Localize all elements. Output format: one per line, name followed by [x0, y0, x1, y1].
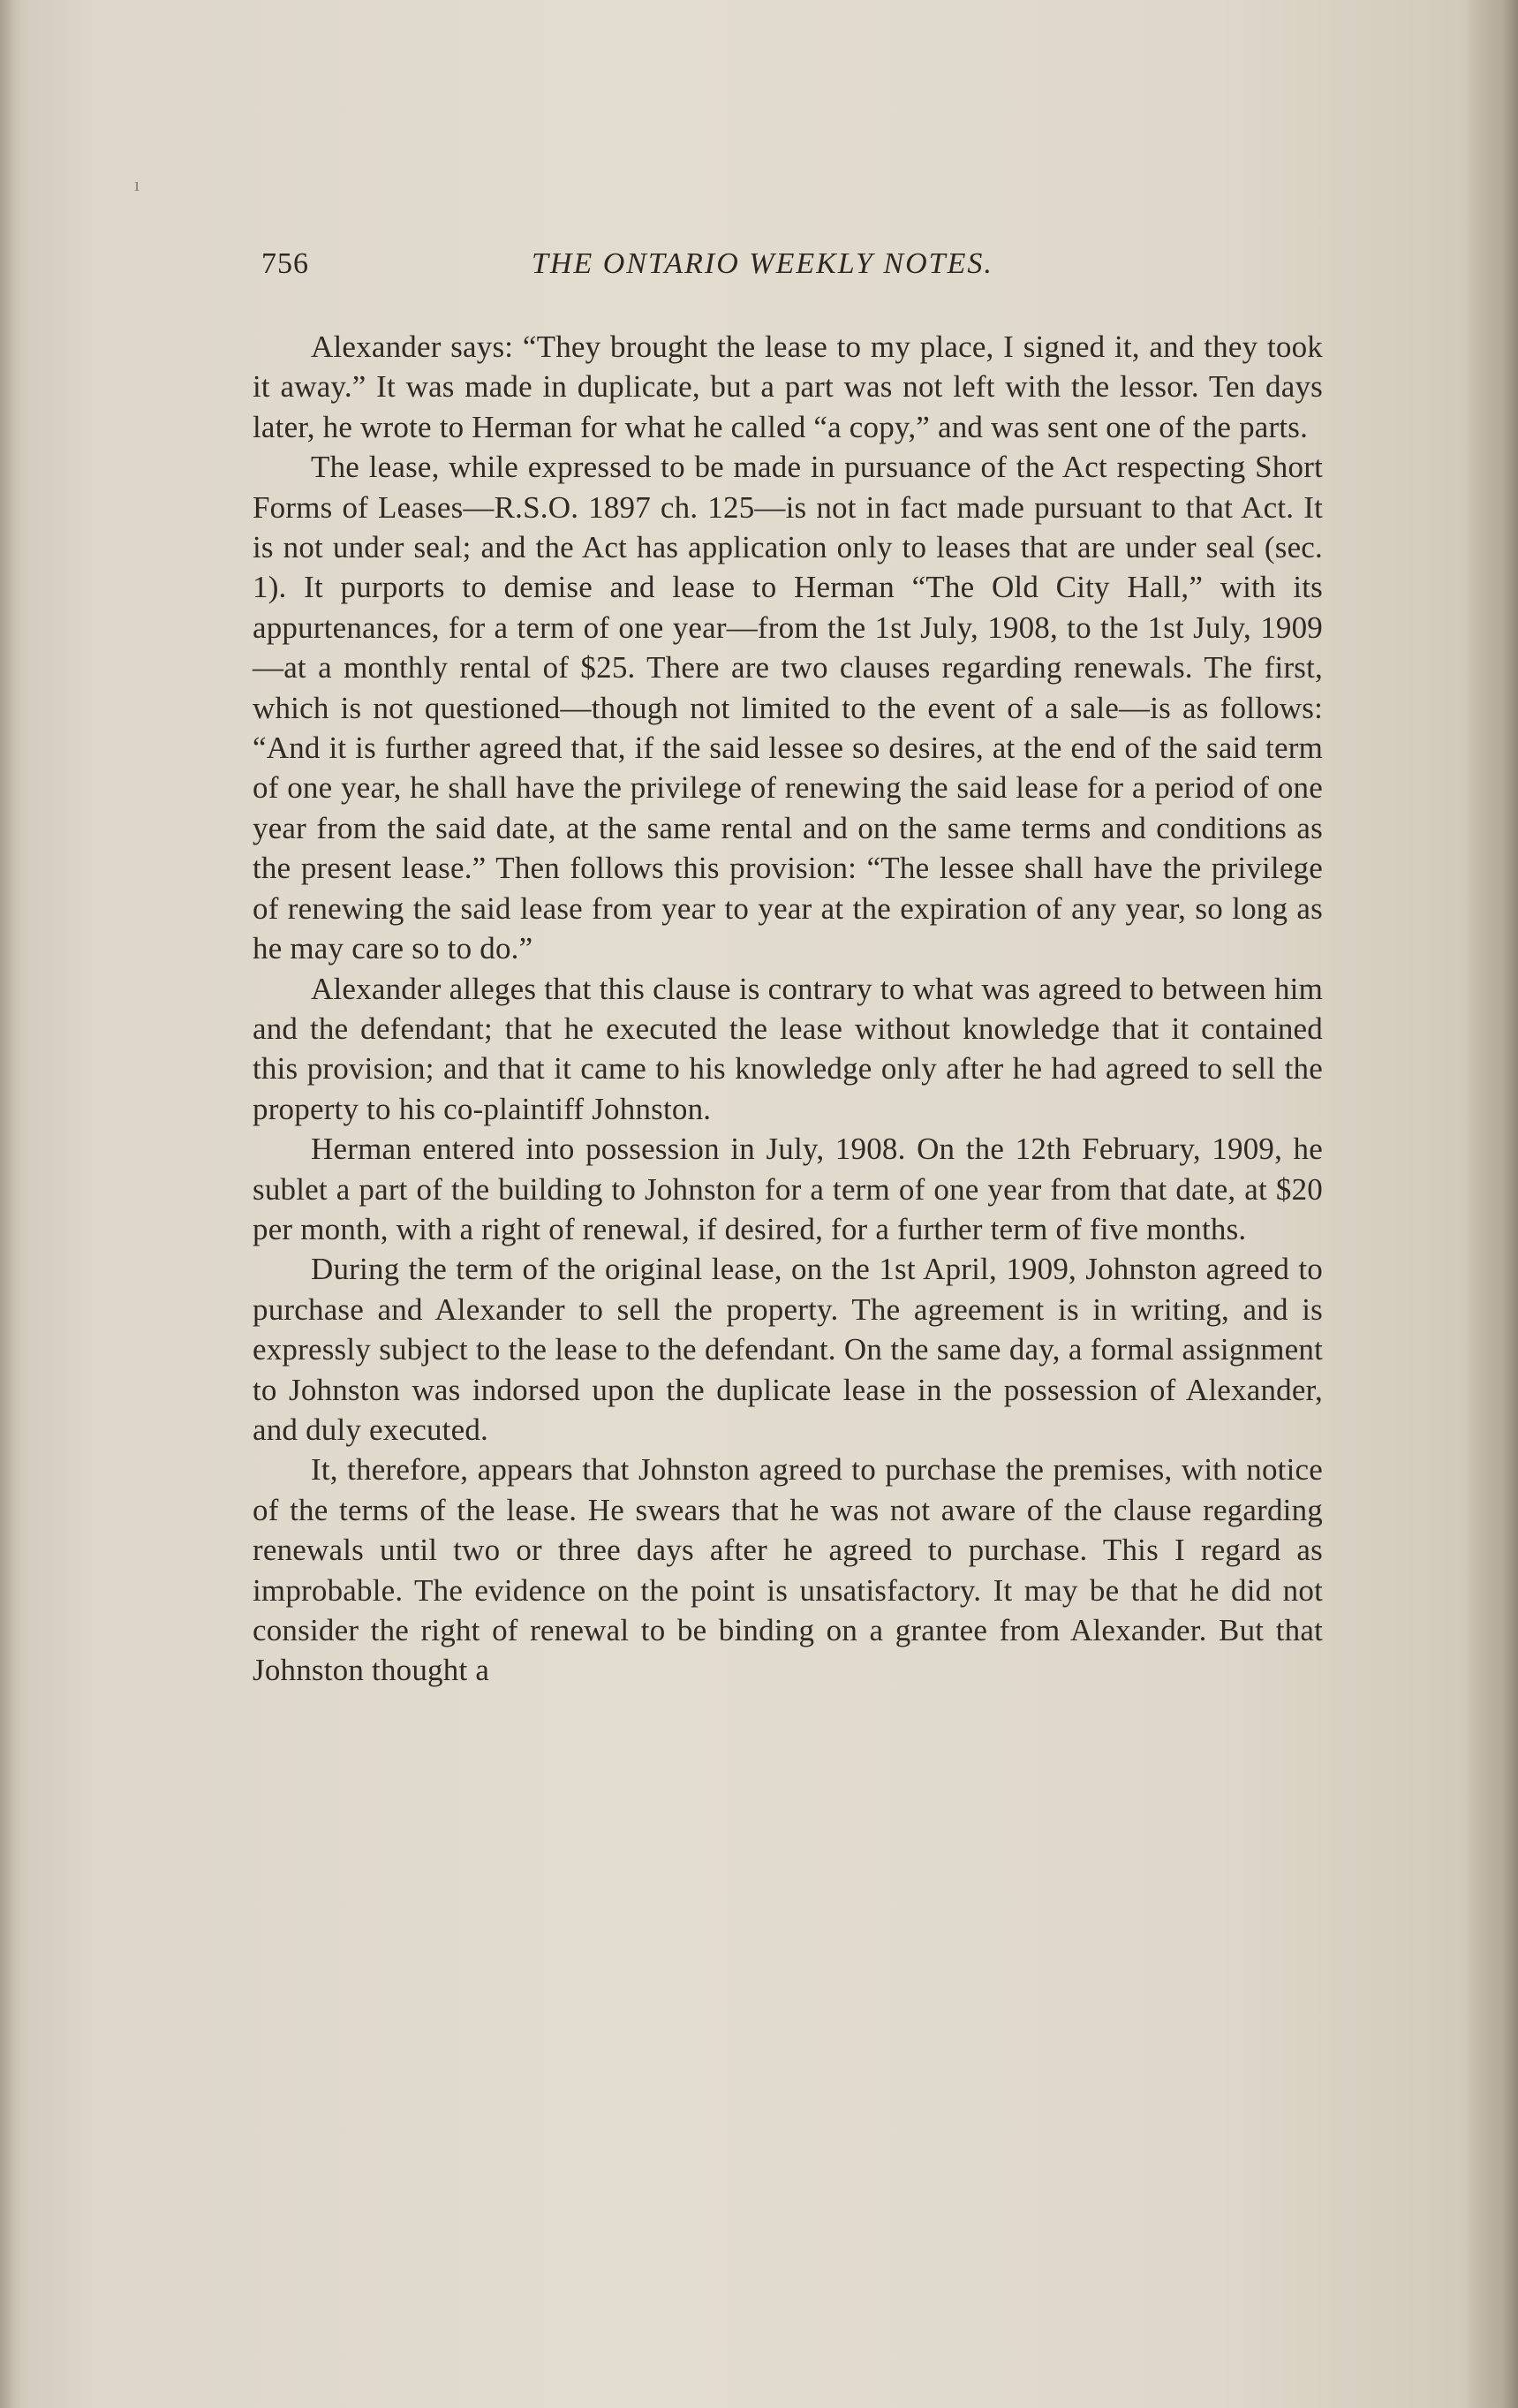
paragraph: The lease, while expressed to be made in pursuance of the Act respecting Short Forms of Leases—R.S.O. 1897 ch. 125—is not in fact made pursuant to that Act. It is not under seal; and the Act has application only to leases that are under seal (sec. 1). It purports to demise and lease to Herman “The Old City Hall,” with its appurtenances, for a term of one year—from the 1st July, 1908, to the 1st July, 1909—at a monthly rental of $25. There are two clauses regarding renewals. The first, which is not questioned—though not limited to the event of a sale—is as follows: “And it is further agreed that, if the said lessee so desires, at the end of the said term of one year, he shall have the privilege of renewing the said lease for a period of one year from the said date, at the same rental and on the same terms and conditions as the present lease.” Then follows this provision: “The lessee shall have the privilege of renewing the said lease from year to year at the expiration of any year, so long as he may care so to do.” — [253, 450, 1323, 966]
running-title: THE ONTARIO WEEKLY NOTES. — [532, 247, 993, 280]
paragraph: It, therefore, appears that Johnston agreed to purchase the premises, with notice of the terms of the lease. He swears that he was not aware of the clause regarding renewals until two or three days after he agreed to purchase. This I regard as improbable. The evidence on the point is unsatisfactory. It may be that he did not consider the right of renewal to be binding on a grantee from Alexander. But that Johnston thought a — [253, 1452, 1323, 1688]
spine-shadow — [0, 0, 23, 2408]
paragraph: Alexander alleges that this clause is contrary to what was agreed to between him and the defendant; that he executed the lease without knowledge that it contained this provision; and that it came to his knowledge only after he had agreed to sell the property to his co-plaintiff Johnston. — [253, 971, 1323, 1126]
body-text — [253, 327, 1323, 1691]
running-header — [261, 247, 1321, 292]
page-number: 756 — [261, 247, 309, 280]
paragraph: Alexander says: “They brought the lease to my place, I signed it, and they took it away.” It was made in duplicate, but a part was not left with the lessor. Ten days later, he wrote to Herman for what he called “a copy,” and was sent one of the parts. — [253, 329, 1323, 444]
page-edge-shadow — [1465, 0, 1518, 2408]
scan-speck: ı — [134, 173, 140, 195]
paragraph: Herman entered into possession in July, 1908. On the 12th February, 1909, he sublet a part of the building to Johnston for a term of one year from that date, at $20 per month, with a right of renewal, if desired, for a further term of five months. — [253, 1132, 1323, 1246]
paragraph: During the term of the original lease, on the 1st April, 1909, Johnston agreed to purchase and Alexander to sell the property. The agreement is in writing, and is expressly subject to the lease to the defendant. On the same day, a formal assignment to Johnston was indorsed upon the duplicate lease in the possession of Alexander, and duly executed. — [253, 1252, 1323, 1447]
